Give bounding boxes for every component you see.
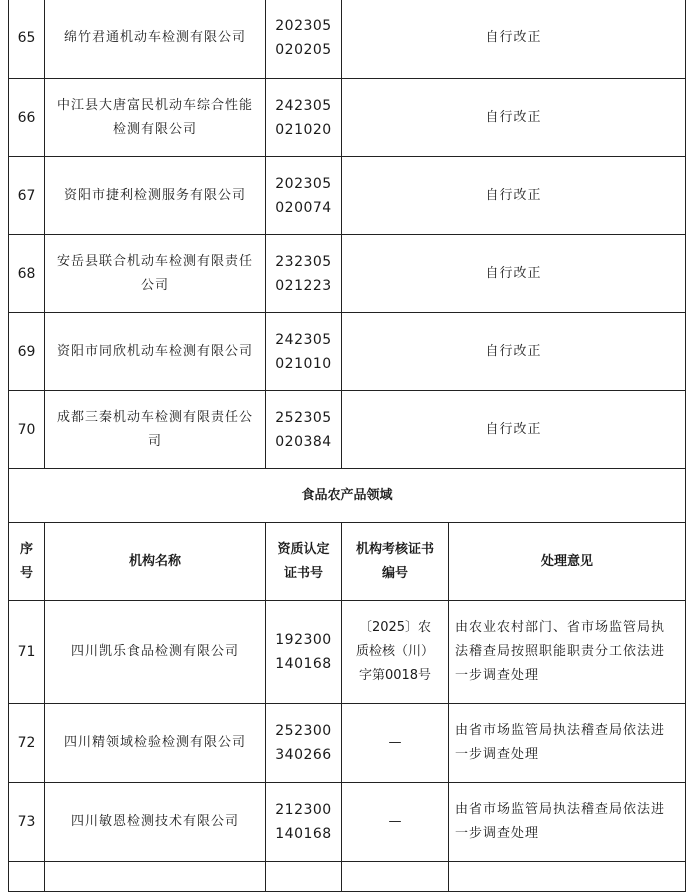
qualification-cert-number: 232305 021223 xyxy=(266,235,342,313)
qualification-cert-number: 202305 020074 xyxy=(266,157,342,235)
cell-empty xyxy=(45,862,266,892)
handling-opinion: 由农业农村部门、省市场监管局执 法稽查局按照职能职责分工依法进 一步调查处理 xyxy=(449,601,686,704)
cell-empty xyxy=(266,862,342,892)
table-row-partial xyxy=(9,862,686,892)
institution-name: 成都三秦机动车检测有限责任公 司 xyxy=(45,391,266,469)
qualification-cert-number: 252300 340266 xyxy=(266,704,342,783)
header-row xyxy=(9,523,686,601)
exam-cert-number: 〔2025〕农 质检核（川） 字第0018号 xyxy=(342,601,449,704)
qualification-cert-number: 192300 140168 xyxy=(266,601,342,704)
table-row xyxy=(9,157,686,235)
institution-name: 绵竹君通机动车检测有限公司 xyxy=(45,0,266,79)
table-row xyxy=(9,313,686,391)
handling-opinion: 自行改正 xyxy=(342,313,686,391)
institution-name: 资阳市捷利检测服务有限公司 xyxy=(45,157,266,235)
exam-cert-number: — xyxy=(342,704,449,783)
row-number: 72 xyxy=(9,704,45,783)
row-number: 70 xyxy=(9,391,45,469)
handling-opinion: 由省市场监管局执法稽查局依法进 一步调查处理 xyxy=(449,783,686,862)
section-title: 食品农产品领域 xyxy=(9,469,686,523)
qualification-cert-number: 242305 021010 xyxy=(266,313,342,391)
qualification-cert-number: 242305 021020 xyxy=(266,79,342,157)
handling-opinion: 自行改正 xyxy=(342,157,686,235)
handling-opinion: 自行改正 xyxy=(342,0,686,79)
results-table xyxy=(8,0,686,892)
header-qualification-cert: 资质认定 证书号 xyxy=(266,523,342,601)
institution-name: 四川凯乐食品检测有限公司 xyxy=(45,601,266,704)
row-number: 67 xyxy=(9,157,45,235)
table-row xyxy=(9,391,686,469)
handling-opinion: 自行改正 xyxy=(342,391,686,469)
header-exam-cert: 机构考核证书 编号 xyxy=(342,523,449,601)
handling-opinion: 自行改正 xyxy=(342,79,686,157)
row-number: 71 xyxy=(9,601,45,704)
table-row xyxy=(9,79,686,157)
table-row xyxy=(9,601,686,704)
qualification-cert-number: 212300 140168 xyxy=(266,783,342,862)
cell-empty xyxy=(9,862,45,892)
exam-cert-number: — xyxy=(342,783,449,862)
header-institution-name: 机构名称 xyxy=(45,523,266,601)
section-row xyxy=(9,469,686,523)
institution-name: 安岳县联合机动车检测有限责任 公司 xyxy=(45,235,266,313)
table-row xyxy=(9,704,686,783)
institution-name: 资阳市同欣机动车检测有限公司 xyxy=(45,313,266,391)
row-number: 69 xyxy=(9,313,45,391)
handling-opinion: 自行改正 xyxy=(342,235,686,313)
row-number: 65 xyxy=(9,0,45,79)
institution-name: 四川敏恩检测技术有限公司 xyxy=(45,783,266,862)
row-number: 68 xyxy=(9,235,45,313)
cell-empty xyxy=(449,862,686,892)
table-row xyxy=(9,235,686,313)
institution-name: 四川精领域检验检测有限公司 xyxy=(45,704,266,783)
qualification-cert-number: 202305 020205 xyxy=(266,0,342,79)
institution-name: 中江县大唐富民机动车综合性能 检测有限公司 xyxy=(45,79,266,157)
qualification-cert-number: 252305 020384 xyxy=(266,391,342,469)
table-row xyxy=(9,783,686,862)
cell-empty xyxy=(342,862,449,892)
row-number: 73 xyxy=(9,783,45,862)
header-number: 序 号 xyxy=(9,523,45,601)
handling-opinion: 由省市场监管局执法稽查局依法进 一步调查处理 xyxy=(449,704,686,783)
row-number: 66 xyxy=(9,79,45,157)
table-row xyxy=(9,0,686,79)
header-handling-opinion: 处理意见 xyxy=(449,523,686,601)
